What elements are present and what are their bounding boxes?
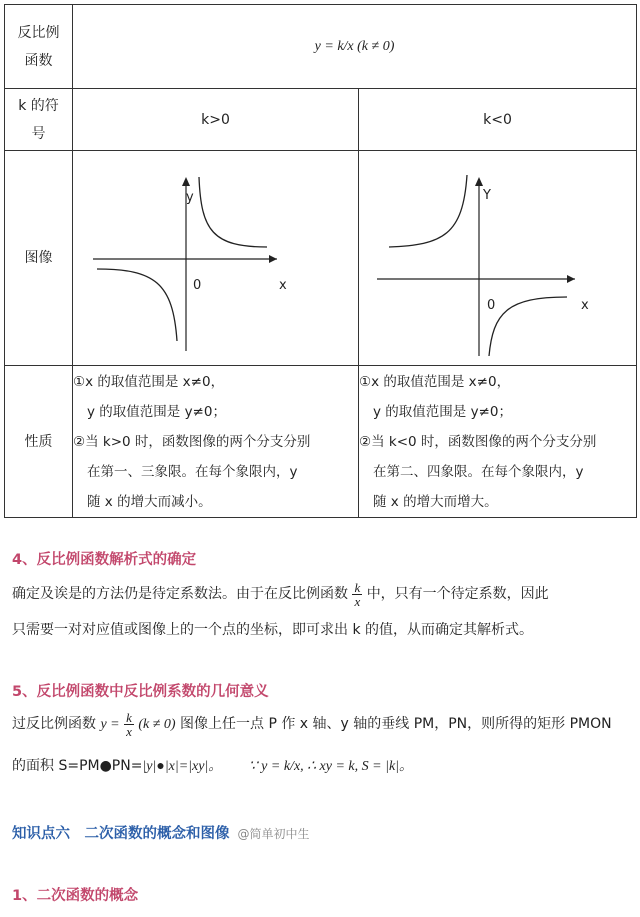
prop-line: ①x 的取值范围是 x≠0， bbox=[359, 373, 511, 390]
prop-line: ①x 的取值范围是 x≠0， bbox=[73, 373, 225, 390]
y-axis-arrow bbox=[182, 177, 190, 186]
x-label: x bbox=[581, 298, 589, 313]
origin-label: 0 bbox=[487, 298, 496, 313]
prop-line: 随 x 的增大而减小。 bbox=[87, 493, 212, 510]
row-properties bbox=[5, 366, 637, 518]
row-graph bbox=[5, 151, 637, 366]
label-sign: k 的符号 bbox=[5, 89, 73, 151]
prop-line: ②当 k>0 时，函数图像的两个分支分别 bbox=[73, 433, 311, 450]
graph-positive-cell bbox=[73, 151, 359, 366]
x-axis-arrow bbox=[567, 275, 575, 283]
section-4-line-2: 只需要一对对应值或图像上的一个点的坐标，即可求出 k 的值，从而确定其解析式。 bbox=[12, 622, 534, 638]
y-label: y bbox=[186, 190, 194, 205]
properties-negative bbox=[359, 366, 637, 518]
prop-line: 在第二、四象限。在每个象限内，y bbox=[373, 463, 584, 480]
section-6-1-title: 1、二次函数的概念 bbox=[12, 888, 139, 904]
branch-quadrant-3 bbox=[97, 269, 177, 341]
prop-line: y 的取值范围是 y≠0； bbox=[87, 403, 226, 420]
section-6-title: 知识点六 二次函数的概念和图像 @简单初中生 bbox=[12, 826, 310, 842]
label-graph: 图像 bbox=[5, 151, 73, 366]
row-sign bbox=[5, 89, 637, 151]
graph-negative bbox=[359, 151, 635, 361]
x-label: x bbox=[279, 278, 287, 293]
formula: y = k/x (k ≠ 0) bbox=[314, 39, 395, 54]
section-5-line-1: 过反比例函数 y = $\frac{k}{x}$ (k ≠ 0) 图像上任一点 P 作 x 轴、y 轴的垂线 PM，PN，则所得的矩形 PMON bbox=[12, 709, 612, 739]
fraction-k-over-x: $\frac{k}{x}$ bbox=[126, 709, 132, 739]
k-positive: k>0 bbox=[73, 89, 359, 151]
section-4-title: 4、反比例函数解析式的确定 bbox=[12, 552, 197, 568]
section-5-title: 5、反比例函数中反比例系数的几何意义 bbox=[12, 684, 269, 700]
origin-label: 0 bbox=[193, 278, 202, 293]
graph-positive bbox=[73, 151, 357, 361]
formula-inline: y = bbox=[100, 717, 120, 732]
y-axis-arrow bbox=[475, 177, 483, 186]
properties-positive bbox=[73, 366, 359, 518]
prop-line: ②当 k<0 时，函数图像的两个分支分别 bbox=[359, 433, 597, 450]
prop-line: 随 x 的增大而增大。 bbox=[373, 493, 498, 510]
branch-quadrant-2 bbox=[389, 175, 467, 247]
branch-quadrant-4 bbox=[489, 297, 567, 356]
x-axis-arrow bbox=[269, 255, 277, 263]
row-function bbox=[5, 5, 637, 89]
fraction-k-over-x: $\frac{k}{x}$ bbox=[354, 579, 361, 609]
graph-negative-cell bbox=[359, 151, 637, 366]
section-5-line-2: 的面积 S=PM●PN=|y|●|x|=|xy|。 ∵ y = k/x, ∴ xy = k, S = |k|。 bbox=[12, 758, 414, 774]
prop-line: 在第一、三象限。在每个象限内，y bbox=[87, 463, 298, 480]
y-label: Y bbox=[483, 188, 491, 203]
author-tag: @简单初中生 bbox=[237, 827, 310, 841]
condition-k-nonzero: (k ≠ 0) bbox=[138, 717, 176, 732]
section-4-line-1: 确定及诶是的方法仍是待定系数法。由于在反比例函数 $\frac{k}{x}$ 中，只有一个待定系数，因此 bbox=[12, 579, 549, 609]
label-properties: 性质 bbox=[5, 366, 73, 518]
properties-table bbox=[4, 4, 637, 518]
k-negative: k<0 bbox=[359, 89, 637, 151]
formula-cell bbox=[73, 5, 637, 89]
prop-line: y 的取值范围是 y≠0； bbox=[373, 403, 512, 420]
branch-quadrant-1 bbox=[199, 177, 267, 247]
label-function: 反比例函数 bbox=[5, 5, 73, 89]
